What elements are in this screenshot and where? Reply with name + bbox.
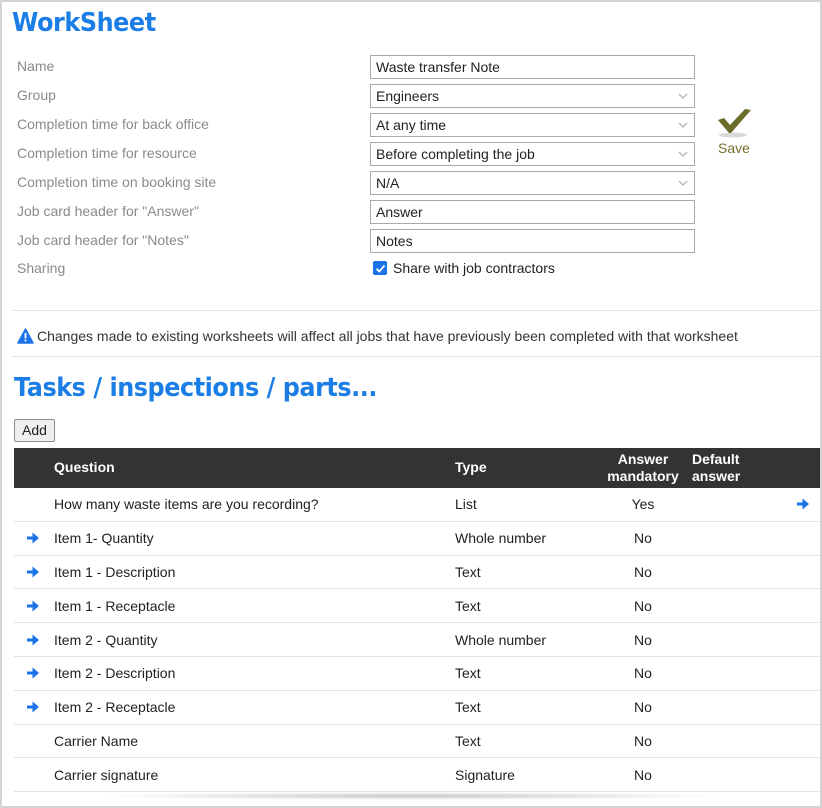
row-mandatory: No (634, 699, 652, 716)
name-field[interactable]: Waste transfer Note (370, 55, 695, 79)
group-select[interactable] (370, 84, 695, 108)
group-select-value: Engineers (376, 88, 440, 104)
row-mandatory: No (634, 732, 652, 749)
row-mandatory: No (634, 530, 652, 547)
row-type: Text (455, 665, 481, 682)
form-row-name (17, 55, 697, 79)
row-type: Text (455, 732, 481, 749)
booking-site-label: Completion time on booking site (17, 174, 217, 190)
share-checkbox-group (373, 260, 555, 276)
row-mandatory: No (634, 665, 652, 682)
share-checkbox[interactable] (373, 261, 387, 275)
section-title: Tasks / inspections / parts... (14, 373, 378, 403)
form-row-booking-site (17, 171, 697, 195)
table-row[interactable] (14, 522, 820, 556)
row-type: Whole number (455, 530, 547, 547)
move-up-button[interactable] (26, 633, 40, 647)
row-mandatory: No (634, 563, 652, 580)
row-type: Text (455, 699, 481, 716)
arrow-right-icon (26, 599, 40, 613)
arrow-right-icon (26, 700, 40, 714)
row-mandatory: No (634, 766, 652, 783)
arrow-right-icon (26, 565, 40, 579)
column-header-mandatory-line2: mandatory (607, 468, 679, 484)
answer-header-field[interactable]: Answer (370, 200, 695, 224)
form-row-back-office (17, 113, 697, 137)
form-row-answer-header (17, 200, 697, 224)
sharing-label: Sharing (17, 260, 66, 276)
check-icon (375, 263, 386, 274)
page-title: WorkSheet (12, 8, 156, 38)
group-label: Group (17, 87, 56, 103)
table-row[interactable] (14, 758, 820, 792)
row-mandatory: Yes (631, 496, 655, 513)
divider (12, 310, 820, 311)
back-office-label: Completion time for back office (17, 116, 209, 132)
move-up-button[interactable] (26, 700, 40, 714)
table-row[interactable] (14, 488, 820, 522)
divider (12, 356, 820, 357)
move-up-button[interactable] (26, 599, 40, 613)
form-row-sharing (17, 257, 697, 281)
resource-select[interactable] (370, 142, 695, 166)
warning-notice (17, 328, 738, 344)
row-question: Item 2 - Receptacle (54, 699, 176, 716)
column-header-question[interactable]: Question (54, 459, 115, 475)
back-office-select-value: At any time (376, 117, 447, 133)
row-question: Item 2 - Description (54, 665, 176, 682)
row-question: Carrier Name (54, 732, 139, 749)
row-type: Text (455, 597, 481, 614)
arrow-right-icon (796, 497, 810, 511)
table-row[interactable] (14, 657, 820, 691)
row-question: How many waste items are you recording? (54, 496, 319, 513)
row-question: Carrier signature (54, 766, 159, 783)
move-down-button[interactable] (796, 497, 810, 511)
table-row[interactable] (14, 725, 820, 759)
row-question: Item 2 - Quantity (54, 631, 158, 648)
column-header-default-line1: Default (692, 451, 740, 467)
save-button[interactable] (714, 106, 754, 158)
table-row[interactable] (14, 691, 820, 725)
column-header-default[interactable] (692, 451, 740, 485)
form-row-resource (17, 142, 697, 166)
row-type: Text (455, 563, 481, 580)
tasks-table (14, 448, 820, 792)
move-up-button[interactable] (26, 531, 40, 545)
column-header-mandatory-line1: Answer (617, 451, 669, 467)
notice-text: Changes made to existing worksheets will affect all jobs that have previously been completed with that worksheet (37, 328, 738, 344)
column-header-type[interactable]: Type (455, 459, 487, 475)
arrow-right-icon (26, 531, 40, 545)
save-label: Save (718, 140, 750, 156)
row-type: Signature (455, 766, 515, 783)
notes-header-label: Job card header for "Notes" (17, 232, 189, 248)
arrow-right-icon (26, 633, 40, 647)
column-header-mandatory[interactable] (604, 451, 682, 485)
notes-header-field[interactable]: Notes (370, 229, 695, 253)
arrow-right-icon (26, 666, 40, 680)
checkmark-icon (714, 106, 754, 138)
warning-icon (17, 328, 34, 344)
share-checkbox-label[interactable]: Share with job contractors (393, 260, 555, 276)
table-row[interactable] (14, 589, 820, 623)
booking-site-select[interactable] (370, 171, 695, 195)
row-type: Whole number (455, 631, 547, 648)
chevron-down-icon (678, 117, 688, 133)
row-mandatory: No (634, 631, 652, 648)
panel-shadow (92, 792, 732, 800)
column-header-default-line2: answer (692, 468, 741, 484)
row-question: Item 1 - Description (54, 563, 176, 580)
move-up-button[interactable] (26, 565, 40, 579)
move-up-button[interactable] (26, 666, 40, 680)
back-office-select[interactable] (370, 113, 695, 137)
answer-header-label: Job card header for "Answer" (17, 203, 199, 219)
table-header (14, 448, 820, 488)
form-row-group (17, 84, 697, 108)
add-button[interactable]: Add (14, 419, 55, 442)
row-question: Item 1- Quantity (54, 530, 154, 547)
form-row-notes-header (17, 229, 697, 253)
chevron-down-icon (678, 175, 688, 191)
row-mandatory: No (634, 597, 652, 614)
resource-select-value: Before completing the job (376, 146, 535, 162)
table-row[interactable] (14, 623, 820, 657)
row-type: List (455, 496, 477, 513)
name-label: Name (17, 58, 55, 74)
resource-label: Completion time for resource (17, 145, 197, 161)
table-body (14, 488, 820, 792)
booking-site-select-value: N/A (376, 175, 400, 191)
table-row[interactable] (14, 556, 820, 590)
chevron-down-icon (678, 88, 688, 104)
chevron-down-icon (678, 146, 688, 162)
row-question: Item 1 - Receptacle (54, 597, 176, 614)
